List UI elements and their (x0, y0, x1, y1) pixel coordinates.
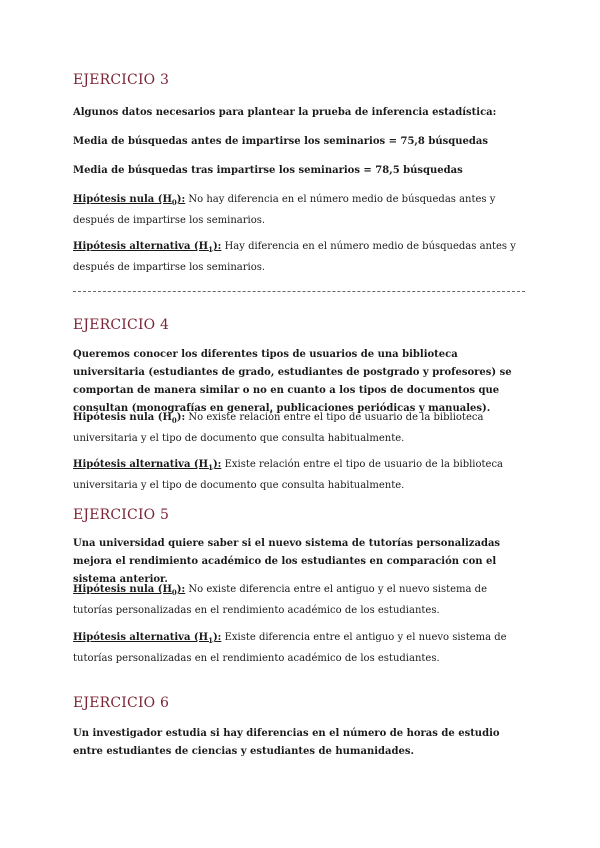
ex3-h1 (73, 238, 525, 277)
ex6-title: EJERCICIO 6 (73, 695, 170, 711)
ex4-h1 (73, 456, 525, 495)
ex5-title: EJERCICIO 5 (73, 507, 170, 523)
ex3-h0-text: No hay diferencia en el número medio de búsquedas antes y después de impartirse los seminarios. (73, 194, 496, 226)
ex4-h0-text: No existe relación entre el tipo de usuario de la biblioteca universitaria y el tipo de documento que consulta habitualmente. (73, 412, 484, 444)
ex5-h0-text: No existe diferencia entre el antiguo y el nuevo sistema de tutorías personalizadas en el rendimiento académico de los estudiantes. (73, 584, 487, 616)
ex3-mean-after: Media de búsquedas tras impartirse los seminarios = 78,5 búsquedas (73, 165, 463, 176)
ex3-h1-label: Hipótesis alternativa $(H_1)$: (73, 241, 222, 254)
ex4-title: EJERCICIO 4 (73, 317, 170, 333)
ex4-h1-text: Existe relación entre el tipo de usuario de la biblioteca universitaria y el tipo de documento que consulta habitualmente. (73, 459, 504, 491)
ex3-title: EJERCICIO 3 (73, 72, 170, 88)
ex4-h1-label: Hipótesis alternativa $(H_1)$: (73, 459, 222, 472)
ex3-intro: Algunos datos necesarios para plantear la prueba de inferencia estadística: (73, 107, 497, 118)
ex5-statement: Una universidad quiere saber si el nuevo sistema de tutorías personalizadas mejora el rendimiento académico de los estudiantes en comparación con el sistema anterior. (73, 538, 501, 585)
ex3-h1-text: Hay diferencia en el número medio de búsquedas antes y después de impartirse los seminarios. (73, 241, 516, 273)
ex5-h0-label: Hipótesis nula $(H_0)$: (73, 584, 186, 597)
section-divider (73, 291, 525, 292)
ex3-h0-label: Hipótesis nula $(H_0)$: (73, 194, 186, 207)
ex3-mean-before: Media de búsquedas antes de impartirse los seminarios = 75,8 búsquedas (73, 136, 488, 147)
ex4-statement: Queremos conocer los diferentes tipos de usuarios de una biblioteca universitaria (estudiantes de grado, estudiantes de postgrado y profesores) se comportan de manera similar o no en cuanto a los tipos de documentos que consultan (monografías en general, publicaciones periódicas y manuales). (73, 349, 512, 414)
ex4-h0-label: Hipótesis nula $(H_0)$: (73, 412, 186, 425)
ex5-h1 (73, 629, 525, 668)
ex5-h0 (73, 581, 525, 620)
ex6-statement: Un investigador estudia si hay diferencias en el número de horas de estudio entre estudiantes de ciencias y estudiantes de humanidades. (73, 728, 500, 757)
ex5-h1-text: Existe diferencia entre el antiguo y el nuevo sistema de tutorías personalizadas en el rendimiento académico de los estudiantes. (73, 632, 507, 664)
ex4-h0 (73, 409, 525, 448)
ex3-h0 (73, 191, 525, 230)
ex5-h1-label: Hipótesis alternativa $(H_1)$: (73, 632, 222, 645)
